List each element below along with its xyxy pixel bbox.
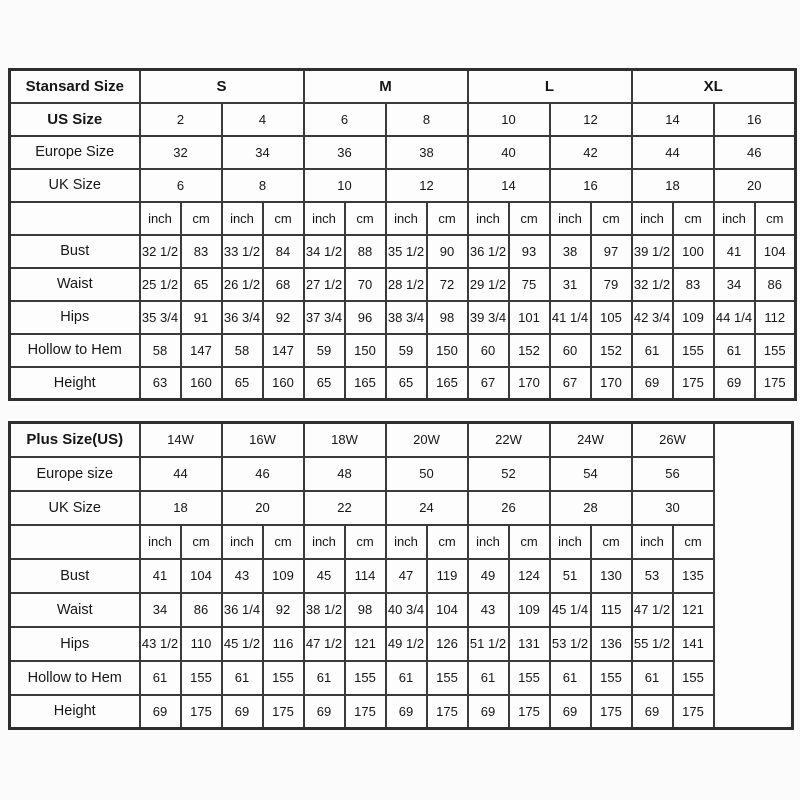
table-cell: 175 <box>673 695 714 729</box>
table-cell: 18 <box>140 491 222 525</box>
table-cell: 147 <box>263 334 304 367</box>
table-cell: cm <box>427 202 468 235</box>
table-cell: 69 <box>550 695 591 729</box>
standard-size-table <box>8 68 797 401</box>
table-cell: 97 <box>591 235 632 268</box>
table-cell: inch <box>222 202 263 235</box>
table-cell: 69 <box>222 695 263 729</box>
plus-size-chart-row-bust <box>10 559 793 593</box>
table-cell: 130 <box>591 559 632 593</box>
table-cell: inch <box>468 202 509 235</box>
table-cell: 32 1/2 <box>140 235 181 268</box>
table-cell: 36 1/2 <box>468 235 509 268</box>
table-cell: 34 <box>714 268 755 301</box>
table-cell: 61 <box>140 661 181 695</box>
table-cell: 36 <box>304 136 386 169</box>
table-cell: 175 <box>263 695 304 729</box>
table-cell: 14W <box>140 423 222 457</box>
table-cell: 88 <box>345 235 386 268</box>
table-cell: 61 <box>468 661 509 695</box>
table-cell: 147 <box>181 334 222 367</box>
plus-size-chart-row-uk-size <box>10 491 793 525</box>
table-cell: 65 <box>181 268 222 301</box>
table-cell: 38 <box>386 136 468 169</box>
table-cell: 20 <box>222 491 304 525</box>
row-label: Hips <box>10 301 140 334</box>
table-cell: 31 <box>550 268 591 301</box>
table-cell: 30 <box>632 491 714 525</box>
table-cell: 42 <box>550 136 632 169</box>
empty-cell <box>714 423 793 729</box>
table-cell: 116 <box>263 627 304 661</box>
table-cell: 47 <box>386 559 427 593</box>
table-cell: inch <box>386 525 427 559</box>
table-cell: 44 1/4 <box>714 301 755 334</box>
empty-cell <box>10 202 140 235</box>
table-cell: L <box>468 70 632 103</box>
table-cell: 79 <box>591 268 632 301</box>
row-label: UK Size <box>10 169 140 202</box>
table-cell: 56 <box>632 457 714 491</box>
table-cell: 41 <box>714 235 755 268</box>
table-cell: 155 <box>345 661 386 695</box>
table-cell: cm <box>673 525 714 559</box>
table-cell: 155 <box>673 661 714 695</box>
table-cell: 61 <box>222 661 263 695</box>
standard-size-chart-row-bust <box>10 235 796 268</box>
table-cell: 65 <box>386 367 427 400</box>
table-cell: 175 <box>591 695 632 729</box>
table-cell: 37 3/4 <box>304 301 345 334</box>
table-cell: 96 <box>345 301 386 334</box>
table-cell: 58 <box>222 334 263 367</box>
table-cell: 83 <box>181 235 222 268</box>
table-cell: cm <box>755 202 796 235</box>
table-cell: cm <box>263 525 304 559</box>
table-cell: 69 <box>632 695 673 729</box>
table-cell: 175 <box>673 367 714 400</box>
empty-cell <box>10 525 140 559</box>
table-cell: 69 <box>468 695 509 729</box>
row-label: UK Size <box>10 491 140 525</box>
table-cell: 92 <box>263 593 304 627</box>
plus-size-chart-row-waist <box>10 593 793 627</box>
table-cell: 49 1/2 <box>386 627 427 661</box>
table-cell: inch <box>140 202 181 235</box>
table-cell: 155 <box>263 661 304 695</box>
table-cell: 155 <box>755 334 796 367</box>
table-cell: 52 <box>468 457 550 491</box>
table-cell: 28 <box>550 491 632 525</box>
table-cell: 91 <box>181 301 222 334</box>
table-cell: 44 <box>140 457 222 491</box>
table-cell: cm <box>509 525 550 559</box>
table-cell: 38 <box>550 235 591 268</box>
table-cell: 53 1/2 <box>550 627 591 661</box>
table-cell: 61 <box>550 661 591 695</box>
table-cell: 101 <box>509 301 550 334</box>
table-cell: inch <box>386 202 427 235</box>
table-cell: 90 <box>427 235 468 268</box>
table-cell: 86 <box>755 268 796 301</box>
table-cell: cm <box>673 202 714 235</box>
plus-size-chart-row-plus-size-header <box>10 423 793 457</box>
table-cell: cm <box>181 202 222 235</box>
table-cell: 152 <box>509 334 550 367</box>
table-cell: 55 1/2 <box>632 627 673 661</box>
table-cell: 175 <box>181 695 222 729</box>
table-cell: 109 <box>509 593 550 627</box>
table-cell: 43 <box>468 593 509 627</box>
table-cell: 50 <box>386 457 468 491</box>
table-cell: 65 <box>222 367 263 400</box>
standard-size-chart-row-size-group-header <box>10 70 796 103</box>
table-cell: 4 <box>222 103 304 136</box>
table-cell: 12 <box>550 103 632 136</box>
table-cell: 47 1/2 <box>304 627 345 661</box>
table-cell: 6 <box>304 103 386 136</box>
table-cell: 69 <box>140 695 181 729</box>
table-cell: 16 <box>550 169 632 202</box>
table-cell: 14 <box>468 169 550 202</box>
standard-size-chart-row-hips <box>10 301 796 334</box>
table-cell: inch <box>140 525 181 559</box>
table-cell: cm <box>345 202 386 235</box>
table-cell: 61 <box>714 334 755 367</box>
table-cell: 69 <box>632 367 673 400</box>
table-cell: 45 1/4 <box>550 593 591 627</box>
row-label: Bust <box>10 559 140 593</box>
table-cell: cm <box>345 525 386 559</box>
table-cell: 61 <box>632 334 673 367</box>
table-cell: 75 <box>509 268 550 301</box>
table-cell: 26 <box>468 491 550 525</box>
table-cell: 34 1/2 <box>304 235 345 268</box>
table-cell: 59 <box>304 334 345 367</box>
table-cell: 121 <box>673 593 714 627</box>
table-cell: 12 <box>386 169 468 202</box>
table-cell: 2 <box>140 103 222 136</box>
table-cell: 93 <box>509 235 550 268</box>
table-cell: 34 <box>140 593 181 627</box>
table-cell: inch <box>468 525 509 559</box>
table-cell: 60 <box>468 334 509 367</box>
row-label: Hollow to Hem <box>10 334 140 367</box>
table-cell: 84 <box>263 235 304 268</box>
table-cell: 45 <box>304 559 345 593</box>
table-cell: 22 <box>304 491 386 525</box>
table-cell: M <box>304 70 468 103</box>
table-cell: 32 1/2 <box>632 268 673 301</box>
table-cell: 59 <box>386 334 427 367</box>
table-cell: 48 <box>304 457 386 491</box>
table-cell: S <box>140 70 304 103</box>
table-cell: 165 <box>345 367 386 400</box>
table-cell: 141 <box>673 627 714 661</box>
table-cell: 14 <box>632 103 714 136</box>
table-cell: 115 <box>591 593 632 627</box>
table-cell: 40 <box>468 136 550 169</box>
table-cell: 160 <box>181 367 222 400</box>
table-cell: 155 <box>673 334 714 367</box>
row-label: Plus Size(US) <box>10 423 140 457</box>
table-cell: 42 3/4 <box>632 301 673 334</box>
plus-size-chart-row-hollow-to-hem <box>10 661 793 695</box>
table-cell: 25 1/2 <box>140 268 181 301</box>
table-cell: 10 <box>304 169 386 202</box>
table-cell: 155 <box>427 661 468 695</box>
table-cell: 104 <box>427 593 468 627</box>
table-cell: 68 <box>263 268 304 301</box>
table-cell: 67 <box>550 367 591 400</box>
row-label: Stansard Size <box>10 70 140 103</box>
table-cell: 36 3/4 <box>222 301 263 334</box>
standard-size-chart-row-us-size <box>10 103 796 136</box>
table-cell: 51 <box>550 559 591 593</box>
row-label: Bust <box>10 235 140 268</box>
table-cell: 124 <box>509 559 550 593</box>
table-cell: 60 <box>550 334 591 367</box>
table-cell: 22W <box>468 423 550 457</box>
table-cell: 45 1/2 <box>222 627 263 661</box>
table-cell: 61 <box>386 661 427 695</box>
table-cell: 24 <box>386 491 468 525</box>
table-cell: 152 <box>591 334 632 367</box>
row-label: US Size <box>10 103 140 136</box>
table-cell: 41 1/4 <box>550 301 591 334</box>
table-cell: 20 <box>714 169 796 202</box>
table-cell: inch <box>632 525 673 559</box>
table-cell: 27 1/2 <box>304 268 345 301</box>
table-cell: cm <box>427 525 468 559</box>
table-cell: 92 <box>263 301 304 334</box>
table-cell: 36 1/4 <box>222 593 263 627</box>
table-cell: 44 <box>632 136 714 169</box>
table-cell: 86 <box>181 593 222 627</box>
table-cell: 39 1/2 <box>632 235 673 268</box>
table-cell: 20W <box>386 423 468 457</box>
table-cell: 155 <box>509 661 550 695</box>
standard-size-chart-row-hollow-to-hem <box>10 334 796 367</box>
table-cell: 18W <box>304 423 386 457</box>
table-cell: cm <box>263 202 304 235</box>
table-cell: 61 <box>304 661 345 695</box>
table-cell: cm <box>509 202 550 235</box>
table-cell: 135 <box>673 559 714 593</box>
table-cell: 72 <box>427 268 468 301</box>
table-cell: 112 <box>755 301 796 334</box>
table-cell: 35 3/4 <box>140 301 181 334</box>
table-cell: 165 <box>427 367 468 400</box>
table-cell: 175 <box>345 695 386 729</box>
table-cell: inch <box>550 202 591 235</box>
plus-size-chart-row-height <box>10 695 793 729</box>
table-cell: 49 <box>468 559 509 593</box>
table-cell: cm <box>591 202 632 235</box>
standard-size-chart-row-height <box>10 367 796 400</box>
table-cell: 34 <box>222 136 304 169</box>
table-cell: 160 <box>263 367 304 400</box>
table-cell: 46 <box>714 136 796 169</box>
table-cell: 58 <box>140 334 181 367</box>
row-label: Waist <box>10 268 140 301</box>
table-cell: 46 <box>222 457 304 491</box>
row-label: Height <box>10 367 140 400</box>
table-cell: 6 <box>140 169 222 202</box>
table-cell: 38 3/4 <box>386 301 427 334</box>
table-cell: 175 <box>755 367 796 400</box>
table-cell: 28 1/2 <box>386 268 427 301</box>
standard-size-chart-row-uk-size <box>10 169 796 202</box>
table-cell: 170 <box>509 367 550 400</box>
table-cell: 105 <box>591 301 632 334</box>
table-cell: 24W <box>550 423 632 457</box>
table-cell: 63 <box>140 367 181 400</box>
table-cell: inch <box>304 202 345 235</box>
table-cell: 83 <box>673 268 714 301</box>
table-cell: 131 <box>509 627 550 661</box>
table-cell: 35 1/2 <box>386 235 427 268</box>
plus-size-chart-row-hips <box>10 627 793 661</box>
table-cell: 109 <box>673 301 714 334</box>
table-cell: 126 <box>427 627 468 661</box>
table-cell: 104 <box>755 235 796 268</box>
table-cell: 61 <box>632 661 673 695</box>
table-cell: 150 <box>427 334 468 367</box>
table-cell: 69 <box>304 695 345 729</box>
table-cell: 43 1/2 <box>140 627 181 661</box>
table-cell: 10 <box>468 103 550 136</box>
table-cell: 98 <box>427 301 468 334</box>
table-cell: 114 <box>345 559 386 593</box>
table-cell: 39 3/4 <box>468 301 509 334</box>
plus-size-chart-row-europe-size <box>10 457 793 491</box>
row-label: Hollow to Hem <box>10 661 140 695</box>
table-cell: 110 <box>181 627 222 661</box>
table-cell: 100 <box>673 235 714 268</box>
table-cell: 65 <box>304 367 345 400</box>
row-label: Height <box>10 695 140 729</box>
table-cell: 47 1/2 <box>632 593 673 627</box>
table-cell: cm <box>591 525 632 559</box>
table-cell: inch <box>714 202 755 235</box>
table-cell: cm <box>181 525 222 559</box>
table-cell: 69 <box>714 367 755 400</box>
table-cell: 43 <box>222 559 263 593</box>
table-cell: inch <box>550 525 591 559</box>
table-cell: 51 1/2 <box>468 627 509 661</box>
table-cell: 136 <box>591 627 632 661</box>
table-cell: 16 <box>714 103 796 136</box>
table-cell: 40 3/4 <box>386 593 427 627</box>
table-cell: 119 <box>427 559 468 593</box>
table-cell: 98 <box>345 593 386 627</box>
table-cell: XL <box>632 70 796 103</box>
table-cell: 8 <box>386 103 468 136</box>
table-cell: 104 <box>181 559 222 593</box>
table-cell: 16W <box>222 423 304 457</box>
table-cell: 26W <box>632 423 714 457</box>
table-cell: 41 <box>140 559 181 593</box>
table-cell: 69 <box>386 695 427 729</box>
plus-size-table <box>8 421 794 730</box>
standard-size-chart-row-waist <box>10 268 796 301</box>
table-cell: 150 <box>345 334 386 367</box>
row-label: Waist <box>10 593 140 627</box>
table-cell: 26 1/2 <box>222 268 263 301</box>
table-cell: 175 <box>427 695 468 729</box>
table-cell: 155 <box>591 661 632 695</box>
row-label: Hips <box>10 627 140 661</box>
table-cell: 109 <box>263 559 304 593</box>
table-cell: 32 <box>140 136 222 169</box>
table-cell: inch <box>222 525 263 559</box>
table-cell: 170 <box>591 367 632 400</box>
table-cell: inch <box>304 525 345 559</box>
standard-size-chart-row-unit-header <box>10 202 796 235</box>
table-cell: 54 <box>550 457 632 491</box>
table-cell: 29 1/2 <box>468 268 509 301</box>
table-cell: 38 1/2 <box>304 593 345 627</box>
table-cell: 33 1/2 <box>222 235 263 268</box>
row-label: Europe Size <box>10 136 140 169</box>
table-cell: 121 <box>345 627 386 661</box>
table-cell: 8 <box>222 169 304 202</box>
table-cell: 155 <box>181 661 222 695</box>
table-cell: 53 <box>632 559 673 593</box>
table-cell: 70 <box>345 268 386 301</box>
table-cell: 67 <box>468 367 509 400</box>
table-cell: 175 <box>509 695 550 729</box>
table-cell: inch <box>632 202 673 235</box>
plus-size-chart-row-unit-header <box>10 525 793 559</box>
table-cell: 18 <box>632 169 714 202</box>
row-label: Europe size <box>10 457 140 491</box>
standard-size-chart-row-europe-size <box>10 136 796 169</box>
